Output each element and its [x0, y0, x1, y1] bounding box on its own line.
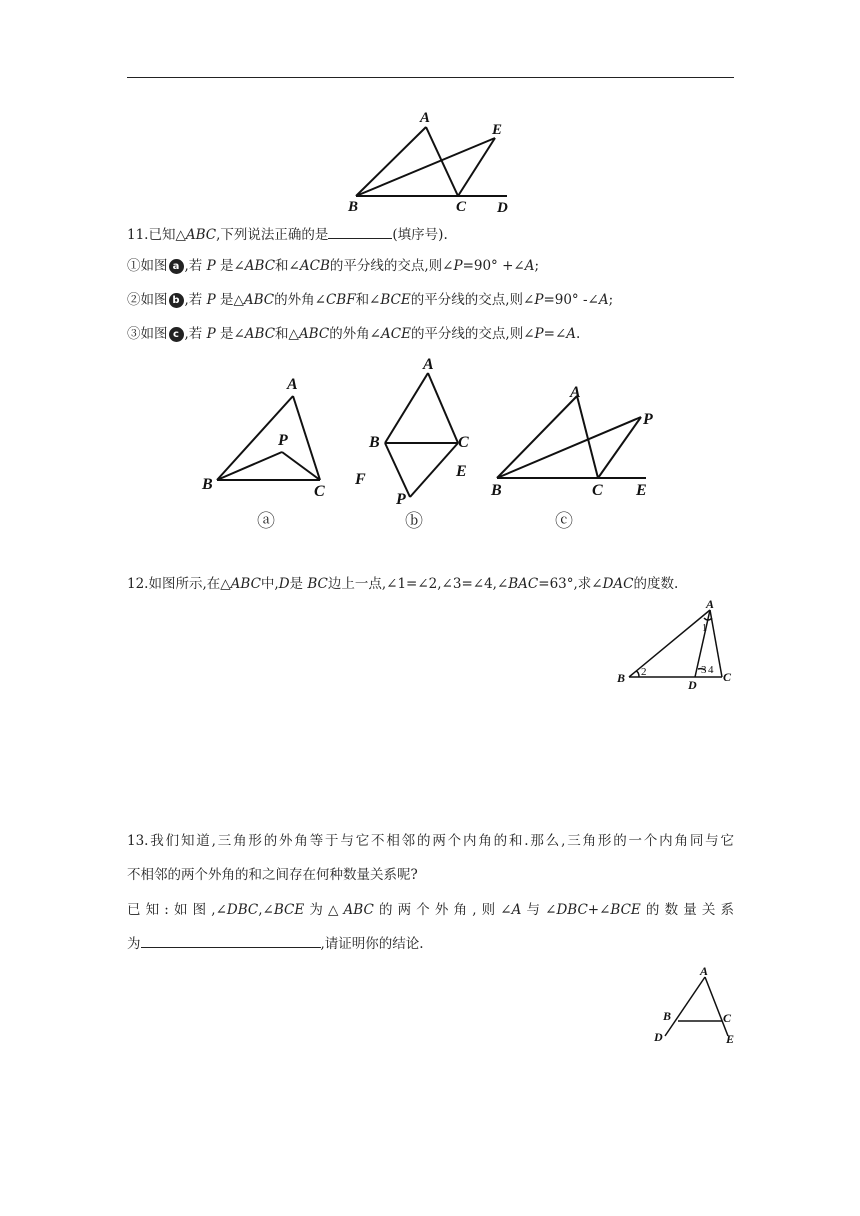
label-F: F: [355, 471, 366, 488]
label-D: D: [497, 200, 508, 216]
label-E: E: [456, 463, 467, 480]
figure-ref-c: c: [169, 327, 184, 342]
q11-stem: 11.已知△ABC,下列说法正确的是 (填序号).: [127, 224, 448, 245]
q13-line-4: 为 ,请证明你的结论.: [127, 933, 424, 954]
q11-item-1: ①如图 a ,若 P 是∠ABC和∠ACB的平分线的交点,则∠P=90° +∠A;: [127, 258, 540, 274]
figure-c: [486, 380, 671, 500]
q13-line-2: 不相邻的两个外角的和之间存在何种数量关系呢?: [127, 867, 418, 883]
label-B: B: [348, 199, 359, 215]
label-E: E: [726, 1032, 735, 1046]
figure-top-triangle: [340, 105, 530, 215]
header-rule: [127, 77, 734, 78]
label-D: D: [688, 678, 697, 692]
figure-b: [348, 352, 478, 512]
label-B: B: [617, 671, 626, 685]
label-A: A: [570, 384, 581, 401]
label-A: A: [420, 110, 431, 126]
label-A: A: [700, 964, 709, 978]
figure-b-caption: ⓑ: [405, 511, 423, 532]
label-C: C: [723, 670, 732, 684]
q12-stem: 12.如图所示,在△ABC中,D是 BC边上一点,∠1=∠2,∠3=∠4,∠BAC=63°,求∠DAC的度数.: [127, 576, 679, 592]
answer-blank: [141, 933, 321, 948]
figure-q13: [645, 962, 745, 1047]
figure-ref-a: a: [169, 259, 184, 274]
label-P: P: [396, 491, 406, 508]
angle-label-3: 3: [701, 664, 707, 676]
label-E: E: [492, 122, 503, 138]
label-C: C: [723, 1011, 732, 1025]
figure-q12: [612, 596, 742, 692]
label-B: B: [202, 476, 213, 493]
angle-label-4: 4: [708, 664, 714, 676]
angle-label-1: 1: [702, 623, 707, 634]
label-C: C: [456, 199, 467, 215]
q11-item-3: ③如图 c ,若 P 是∠ABC和△ABC的外角∠ACE的平分线的交点,则∠P=∠A.: [127, 326, 581, 342]
label-C: C: [592, 482, 603, 499]
angle-label-2: 2: [641, 666, 647, 678]
label-P: P: [643, 411, 653, 428]
label-C: C: [458, 434, 469, 451]
label-E: E: [636, 482, 647, 499]
figure-c-caption: ⓒ: [555, 511, 573, 532]
label-B: B: [369, 434, 380, 451]
label-A: A: [287, 376, 298, 393]
q11-item-2: ②如图 b ,若 P 是△ABC的外角∠CBF和∠BCE的平分线的交点,则∠P=90° -∠A;: [127, 292, 614, 308]
label-B: B: [491, 482, 502, 499]
figure-a: [195, 370, 345, 500]
label-D: D: [654, 1030, 663, 1044]
q13-line-3: 已知:如图,∠DBC,∠BCE为△ABC的两个外角,则∠A与∠DBC+∠BCE的数量关系: [127, 902, 735, 918]
figure-ref-b: b: [169, 293, 184, 308]
answer-blank: [328, 224, 392, 239]
figure-a-caption: ⓐ: [257, 511, 275, 532]
label-P: P: [278, 432, 288, 449]
q13-line-1: 13.我们知道,三角形的外角等于与它不相邻的两个内角的和.那么,三角形的一个内角同与它: [127, 833, 734, 849]
label-B: B: [663, 1009, 672, 1023]
label-C: C: [314, 483, 325, 500]
label-A: A: [706, 597, 715, 611]
label-A: A: [423, 356, 434, 373]
